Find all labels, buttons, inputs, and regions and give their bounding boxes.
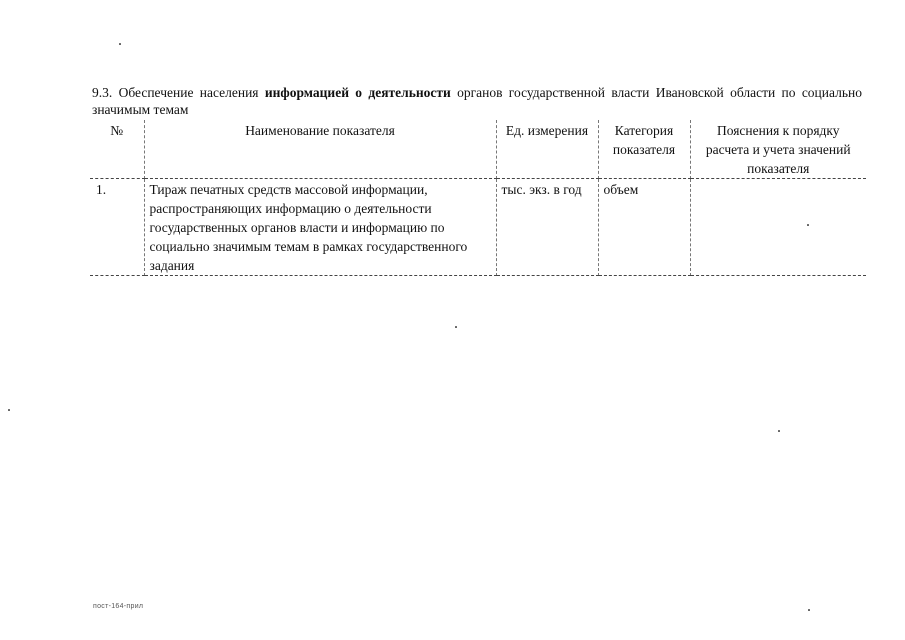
header-indicator-name: Наименование показателя [144,120,496,179]
header-notes: Пояснения к порядку расчета и учета значений показателя [690,120,866,179]
scan-speck [808,609,810,611]
header-unit: Ед. измерения [496,120,598,179]
scan-speck [455,326,457,328]
scan-speck [8,409,10,411]
table-header-row [90,120,866,179]
section-heading-bold: информацией о деятельности [264,84,451,100]
header-category: Категория показателя [598,120,690,179]
indicators-table [90,120,866,276]
scan-speck [778,430,780,432]
cell-category: объем [598,179,690,276]
footer-reference: пост-164-прил [93,603,144,610]
scan-speck [119,43,121,45]
cell-indicator-name: Тираж печатных средств массовой информации, распространяющих информацию о деятельности государственных органов власти и информацию по социально значимым темам в рамках государственного задания [144,179,496,276]
section-heading-part1: 9.3. Обеспечение населения [92,84,265,100]
cell-number: 1. [90,179,144,276]
section-heading-part2: органов государственной власти Ивановской области по социально значимым темам [92,84,862,117]
cell-notes [690,179,866,276]
section-heading [92,84,862,118]
scan-speck [807,224,809,226]
cell-unit: тыс. экз. в год [496,179,598,276]
table-row [90,179,866,276]
header-number: № [90,120,144,179]
